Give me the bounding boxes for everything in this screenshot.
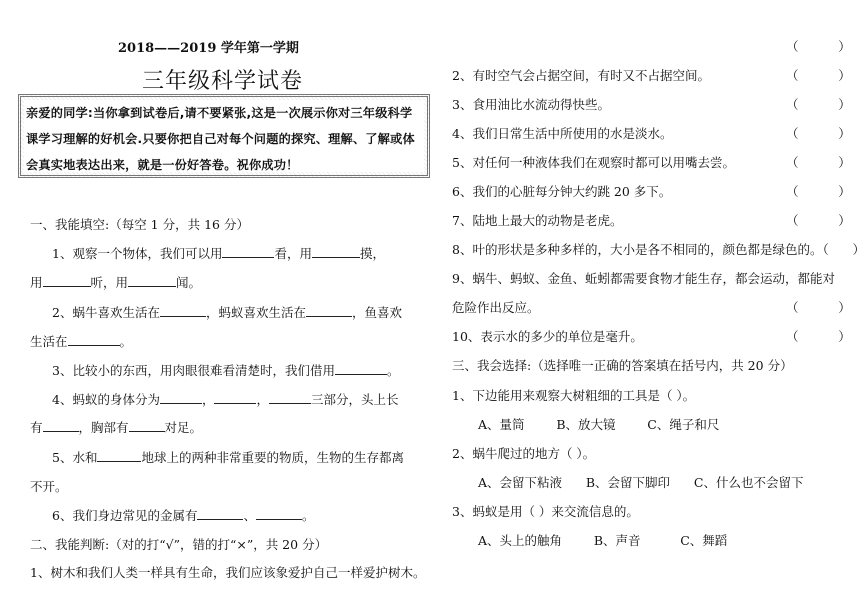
fill-q4-text-e: 有 [30, 420, 43, 435]
answer-blank[interactable] [43, 274, 91, 287]
choice-q3: 3、蚂蚁是用（ ）来交流信息的。 [452, 504, 639, 519]
answer-paren[interactable]: （ ） [786, 184, 851, 199]
judge-item-8 [452, 240, 865, 258]
fill-q2-text-b: ，蚂蚁喜欢生活在 [205, 305, 306, 320]
choice-q3-options[interactable]: A、头上的触角 B、声音 C、舞蹈 [478, 533, 728, 548]
answer-blank[interactable] [312, 245, 360, 258]
choice-q2-options[interactable]: A、会留下粘液 B、会留下脚印 C、什么也不会留下 [478, 475, 804, 490]
answer-blank[interactable] [269, 391, 311, 404]
judge-item-7: 7、陆地上最大的动物是老虎。 [452, 213, 623, 228]
answer-blank[interactable] [256, 507, 302, 520]
fill-q5-line2: 不开。 [30, 479, 68, 494]
answer-blank[interactable] [129, 419, 165, 432]
fill-q4-line1 [52, 390, 399, 408]
judge-item-2: 2、有时空气会占据空间，有时又不占据空间。 [452, 68, 710, 83]
fill-q4-text-f: ，胸部有 [78, 420, 129, 435]
fill-q1-line1 [52, 244, 385, 262]
fill-q1-text-e: 听，用 [90, 275, 129, 290]
fill-q2-text-d: 生活在 [30, 334, 68, 349]
fill-q2-text-a: 2、蜗牛喜欢生活在 [52, 305, 160, 320]
fill-q6-text-a: 6、我们身边常见的金属有 [52, 508, 198, 523]
fill-q5-text-a: 5、水和 [52, 450, 98, 465]
fill-q1-text-b: 看，用 [274, 246, 312, 261]
fill-q3-text-b: 。 [386, 363, 400, 378]
fill-q4-text-c: ， [256, 392, 269, 407]
fill-q2-line1 [52, 303, 402, 321]
fill-q2-text-e: 。 [119, 334, 133, 349]
fill-q1-text-f: 闻。 [176, 275, 202, 290]
answer-paren[interactable]: （ ） [786, 300, 851, 315]
answer-blank[interactable] [68, 333, 120, 346]
judge-item-9-line1: 9、蜗牛、蚂蚁、金鱼、蚯蚓都需要食物才能生存，都会运动，都能对 [452, 271, 835, 286]
answer-paren[interactable]: （ ） [786, 68, 851, 83]
fill-q6 [52, 506, 315, 524]
judge-item-8-text: 8、叶的形状是多种多样的，大小是各不相同的，颜色都是绿色的。 [452, 242, 823, 257]
judge-item-4: 4、我们日常生活中所使用的水是淡水。 [452, 126, 673, 141]
choice-q1-options[interactable]: A、量筒 B、放大镜 C、绳子和尺 [478, 417, 720, 432]
fill-q6-text-c: 。 [301, 508, 315, 523]
fill-q3 [52, 361, 399, 379]
answer-blank[interactable] [214, 391, 256, 404]
fill-q4-line2 [30, 418, 202, 436]
fill-q1-text-d: 用 [30, 275, 43, 290]
fill-q5-text-b: 地球上的两种非常重要的物质，生物的生存都离 [141, 450, 404, 465]
fill-q1-text-c: 摸， [359, 246, 385, 261]
judge-item-9-line2: 危险作出反应。 [452, 300, 540, 315]
answer-blank[interactable] [306, 304, 352, 317]
fill-q4-text-a: 4、蚂蚁的身体分为 [52, 392, 160, 407]
page-title: 三年级科学试卷 [142, 69, 304, 94]
answer-blank[interactable] [160, 304, 206, 317]
answer-blank[interactable] [43, 419, 79, 432]
fill-q4-text-g: 对足。 [164, 420, 203, 435]
choice-q2: 2、蜗牛爬过的地方（ ）。 [452, 446, 596, 461]
choice-q1: 1、下边能用来观察大树粗细的工具是（ ）。 [452, 388, 696, 403]
section-choice-heading: 三、我会选择:（选择唯一正确的答案填在括号内，共 20 分） [452, 358, 793, 373]
answer-blank[interactable] [160, 391, 202, 404]
term-line: 2018——2019 学年第一学期 [118, 41, 299, 56]
answer-blank[interactable] [197, 507, 243, 520]
answer-paren[interactable]: （ ） [786, 213, 851, 228]
judge-item-10: 10、表示水的多少的单位是毫升。 [452, 329, 643, 344]
notice-text: 亲爱的同学:当你拿到试卷后,请不要紧张,这是一次展示你对三年级科学课学习理解的好机会.只要你把自己对每个问题的探究、理解、了解或体会真实地表达出来，就是一份好答卷。祝你成功！ [24, 100, 424, 172]
section-judge-heading: 二、我能判断:（对的打“√”，错的打“×”，共 20 分） [30, 537, 328, 552]
answer-blank[interactable] [222, 245, 274, 258]
fill-q1-line2 [30, 273, 201, 291]
answer-paren[interactable]: （ ） [786, 39, 851, 54]
answer-paren[interactable]: （ ） [786, 126, 851, 141]
fill-q6-text-b: 、 [243, 508, 256, 523]
judge-item-3: 3、食用油比水流动得快些。 [452, 97, 610, 112]
answer-paren[interactable]: （ ） [786, 329, 851, 344]
fill-q4-text-d: 三部分，头上长 [311, 392, 399, 407]
judge-item-6: 6、我们的心脏每分钟大约跳 20 多下。 [452, 184, 672, 199]
fill-q3-text-a: 3、比较小的东西，用肉眼很难看清楚时，我们借用 [52, 363, 335, 378]
notice-box [18, 94, 430, 178]
judge-item-5: 5、对任何一种液体我们在观察时都可以用嘴去尝。 [452, 155, 735, 170]
answer-blank[interactable] [335, 362, 387, 375]
section-fill-heading: 一、我能填空:（每空 1 分，共 16 分） [30, 217, 249, 232]
fill-q4-text-b: ， [201, 392, 215, 407]
answer-paren[interactable]: （ ） [822, 242, 865, 257]
right-column [430, 0, 865, 609]
answer-paren[interactable]: （ ） [786, 97, 851, 112]
left-column [0, 0, 430, 609]
fill-q1-text-a: 1、观察一个物体，我们可以用 [52, 246, 223, 261]
judge-item-1: 1、树木和我们人类一样具有生命，我们应该象爱护自己一样爱护树木。 [30, 565, 426, 580]
fill-q2-text-c: ，鱼喜欢 [351, 305, 402, 320]
answer-blank[interactable] [128, 274, 176, 287]
answer-blank[interactable] [97, 449, 141, 462]
fill-q2-line2 [30, 332, 132, 350]
fill-q5-line1 [52, 448, 404, 466]
answer-paren[interactable]: （ ） [786, 155, 851, 170]
